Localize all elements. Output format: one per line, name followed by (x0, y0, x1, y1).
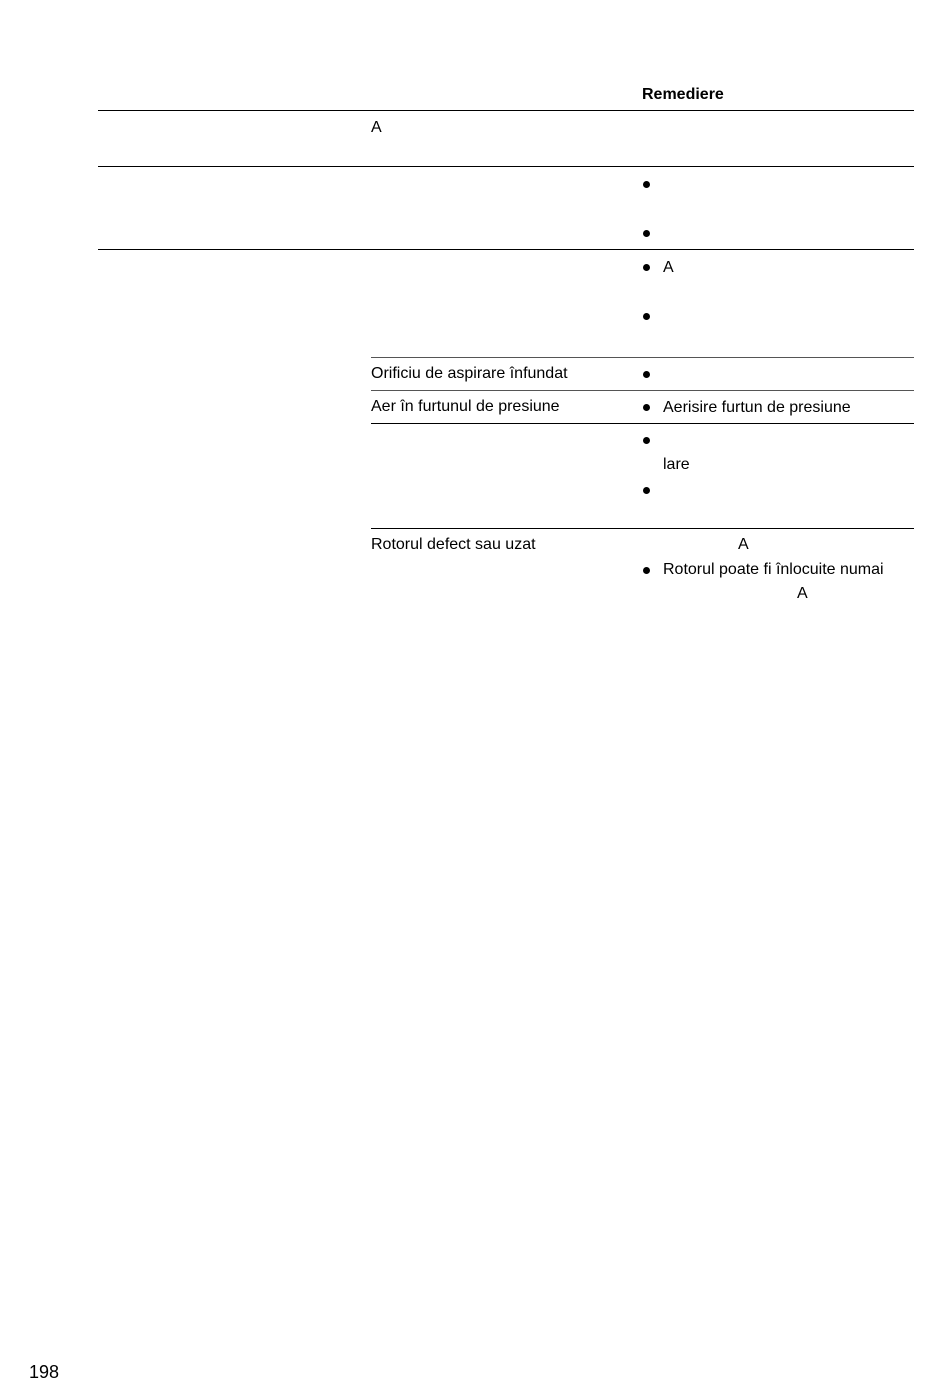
row5-rule (371, 423, 914, 424)
row6-bullet-1 (643, 437, 650, 444)
row3-rule (371, 357, 914, 358)
row6-rule (371, 528, 914, 529)
row2-bullet-1 (643, 181, 650, 188)
clogged-suction-cause: Orificiu de aspirare înfundat (371, 365, 568, 382)
row7-bullet (643, 567, 650, 574)
rotor-cause: Rotorul defect sau uzat (371, 536, 536, 553)
row2-bullet-2 (643, 230, 650, 237)
row1-cause-fragment: A (371, 119, 382, 136)
row4-rule (371, 390, 914, 391)
row5-bullet (643, 404, 650, 411)
page-number: 198 (29, 1362, 60, 1382)
air-in-hose-cause: Aer în furtunul de presiune (371, 398, 560, 415)
rotor-remedy: Rotorul poate fi înlocuite numai (663, 561, 884, 578)
air-in-hose-remedy: Aerisire furtun de presiune (663, 399, 851, 416)
row7-remedy-fragment-2: A (797, 585, 808, 602)
row3-bullet-1 (643, 264, 650, 271)
remedy-column-header: Remediere (642, 86, 724, 103)
row1-rule (98, 166, 914, 167)
row3-bullet-2 (643, 313, 650, 320)
row2-rule (98, 249, 914, 250)
row6-bullet-2 (643, 487, 650, 494)
row6-remedy-fragment: lare (663, 456, 690, 473)
header-rule (98, 110, 914, 111)
row7-remedy-fragment-1: A (738, 536, 749, 553)
row4-bullet (643, 371, 650, 378)
row3-remedy-fragment: A (663, 259, 674, 276)
